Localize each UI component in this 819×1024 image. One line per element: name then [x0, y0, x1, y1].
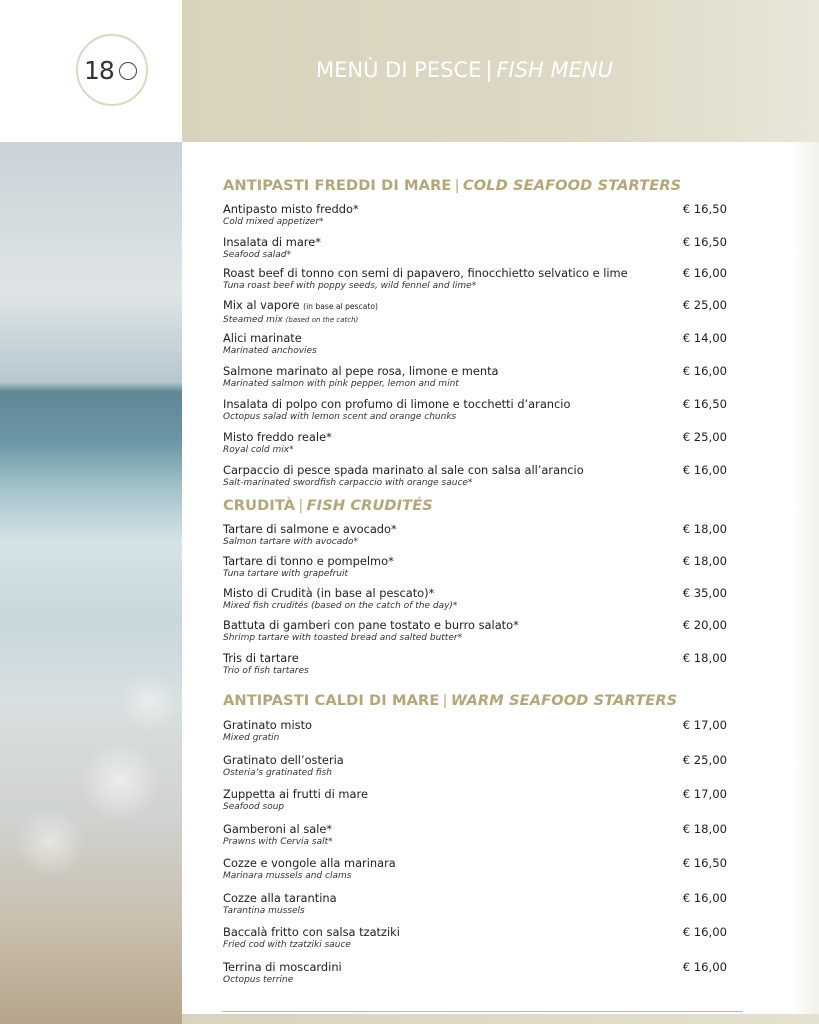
price: € 18,00	[682, 554, 727, 568]
price: € 25,00	[682, 298, 727, 312]
price: € 16,50	[682, 235, 727, 249]
menu-item: Cozze e vongole alla marinara Marinara mussels and clams € 16,50	[223, 856, 727, 881]
page-title-en: FISH MENU	[496, 58, 613, 82]
menu-item: Misto di Crudità (in base al pescato)* Mixed fish crudités (based on the catch of the day)* € 35,00	[223, 586, 727, 611]
price: € 16,50	[682, 856, 727, 870]
logo-text: 18	[84, 56, 114, 85]
logo	[0, 0, 182, 142]
price: € 18,00	[682, 822, 727, 836]
page-title	[316, 58, 613, 82]
price: € 17,00	[682, 787, 727, 801]
price: € 25,00	[682, 753, 727, 767]
section-crudites	[223, 496, 733, 684]
menu-item: Misto freddo reale* Royal cold mix* € 25,00	[223, 430, 727, 455]
price: € 16,50	[682, 202, 727, 216]
price: € 16,00	[682, 891, 727, 905]
section-cold-starters	[223, 176, 733, 496]
menu-item: Zuppetta ai frutti di mare Seafood soup € 17,00	[223, 787, 727, 812]
menu-item: Baccalà fritto con salsa tzatziki Fried cod with tzatziki sauce € 16,00	[223, 925, 727, 950]
menu-item: Salmone marinato al pepe rosa, limone e menta Marinated salmon with pink pepper, lemon and mint € 16,00	[223, 364, 727, 389]
menu-item: Insalata di mare* Seafood salad* € 16,50	[223, 235, 727, 260]
sea-photo	[0, 142, 182, 1024]
page-title-it: MENÙ DI PESCE	[316, 58, 482, 82]
logo-zero-circle	[119, 62, 137, 80]
section-warm-starters	[223, 691, 733, 994]
header-banner	[182, 0, 819, 142]
section-title: CRUDITÀ | FISH CRUDITÉS	[223, 497, 433, 514]
price: € 16,00	[682, 960, 727, 974]
price: € 17,00	[682, 718, 727, 732]
price: € 25,00	[682, 430, 727, 444]
page-edge	[792, 142, 819, 1024]
footer-strip	[182, 1014, 819, 1024]
menu-item: Gratinato misto Mixed gratin € 17,00	[223, 718, 727, 743]
price: € 18,00	[682, 522, 727, 536]
price: € 16,50	[682, 397, 727, 411]
menu-item: Battuta di gamberi con pane tostato e burro salato* Shrimp tartare with toasted bread and salted butter* € 20,00	[223, 618, 727, 643]
price: € 14,00	[682, 331, 727, 345]
menu-item: Tartare di salmone e avocado* Salmon tartare with avocado* € 18,00	[223, 522, 727, 547]
price: € 16,00	[682, 925, 727, 939]
price: € 20,00	[682, 618, 727, 632]
menu-item: Gamberoni al sale* Prawns with Cervia salt* € 18,00	[223, 822, 727, 847]
section-title: ANTIPASTI CALDI DI MARE | WARM SEAFOOD STARTERS	[223, 692, 678, 709]
price: € 35,00	[682, 586, 727, 600]
menu-item: Carpaccio di pesce spada marinato al sale con salsa all’arancio Salt-marinated swordfish carpaccio with orange sauce* € 16,00	[223, 463, 727, 488]
menu-item: Gratinato dell’osteria Osteria’s gratinated fish € 25,00	[223, 753, 727, 778]
price: € 16,00	[682, 364, 727, 378]
title-separator: |	[485, 58, 493, 82]
menu-item: Mix al vapore (in base al pescato) Steamed mix (based on the catch) € 25,00	[223, 298, 727, 325]
menu-item: Antipasto misto freddo* Cold mixed appetizer* € 16,50	[223, 202, 727, 227]
menu-item: Terrina di moscardini Octopus terrine € 16,00	[223, 960, 727, 985]
menu-item: Tartare di tonno e pompelmo* Tuna tartare with grapefruit € 18,00	[223, 554, 727, 579]
menu-item: Tris di tartare Trio of fish tartares € 18,00	[223, 651, 727, 676]
menu-item: Roast beef di tonno con semi di papavero, finocchietto selvatico e lime Tuna roast beef with poppy seeds, wild fennel and lime* € 16,00	[223, 266, 727, 291]
menu-item: Alici marinate Marinated anchovies € 14,00	[223, 331, 727, 356]
price: € 16,00	[682, 266, 727, 280]
menu-item: Insalata di polpo con profumo di limone e tocchetti d’arancio Octopus salad with lemon scent and orange chunks € 16,50	[223, 397, 727, 422]
footer-divider	[222, 1011, 743, 1012]
section-title: ANTIPASTI FREDDI DI MARE | COLD SEAFOOD STARTERS	[223, 177, 682, 194]
price: € 18,00	[682, 651, 727, 665]
menu-item: Cozze alla tarantina Tarantina mussels € 16,00	[223, 891, 727, 916]
price: € 16,00	[682, 463, 727, 477]
